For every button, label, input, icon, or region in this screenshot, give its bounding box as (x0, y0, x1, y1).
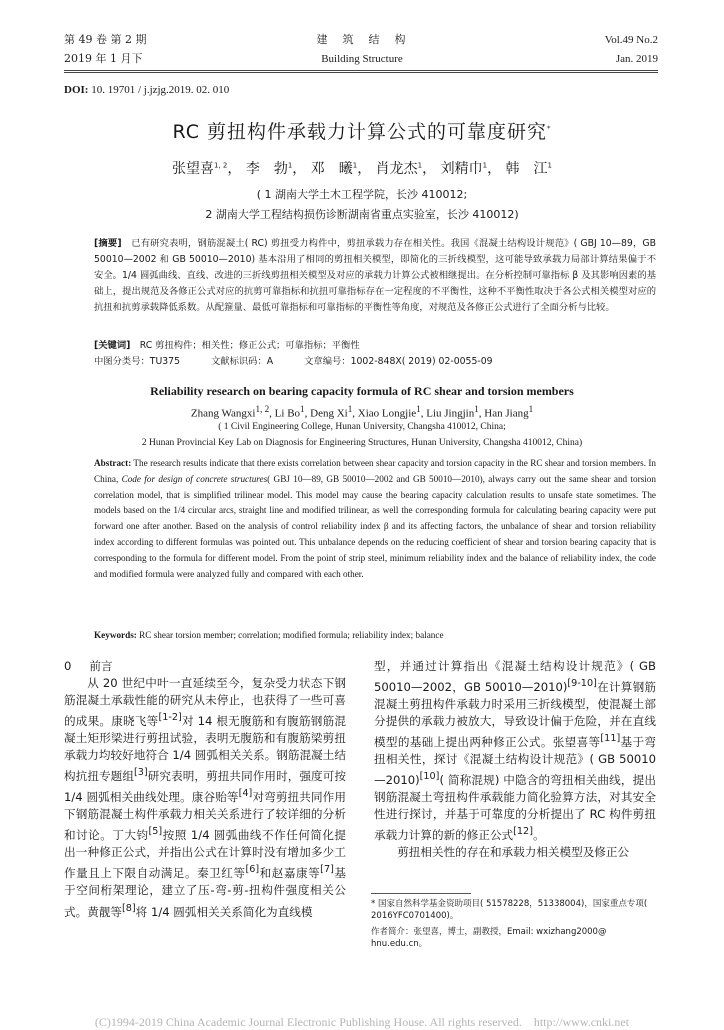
citation: [3] (134, 767, 148, 779)
citation: [4] (238, 788, 253, 800)
author-affil-en: 1 (347, 404, 353, 414)
section-title: 前言 (89, 659, 113, 673)
author-affil-en: 1 (416, 404, 421, 414)
body-text: 和赵嘉康等 (259, 866, 321, 881)
citation: [7] (320, 864, 334, 876)
paper-title-en: Reliability research on bearing capacity formula of RC shear and torsion members (150, 384, 574, 398)
affiliation-en-2: 2 Hunan Provincial Key Lab on Diagnosis for Engineering Structures, Hunan University, Changsha 410012, China) (141, 438, 583, 448)
citation: [6] (245, 864, 260, 876)
section-heading (64, 658, 346, 675)
abstract-en-code-title: Code for design of concrete structures (121, 473, 268, 484)
abstract-cn-text: 已有研究表明，钢筋混凝土( RC) 剪扭受力构件中，剪扭承载力存在相关性。我国《混凝土结构设计规范》( GBJ 10—89，GB 50010—2002 和 GB 50010—2010) 基本沿用了相同的剪扭相关模型，即简化的三折线模型，这可能导致承载力局部计算结果偏于不安全。1/4 圆弧曲线、直线、改进的三折线剪扭相关模型及对应的承载力计算公式被相继提出。在分析控制可靠指标 β 及其影响因素的基础上，提出规范及各修正公式对应的抗剪可靠指标和抗扭可靠指标存在一定程度的不平衡性，这种不平衡性取决于各公式相关模型对应的抗扭和抗剪承载降低系数。从配箍量、最低可靠指标和可靠指标的平衡性等角度，对规范及各修正公式进行了全面分析与比较。 (94, 238, 656, 313)
abstract-en (94, 456, 656, 582)
author-name-en: Xiao Longjie (357, 407, 417, 420)
body-text: 对 14 根无腹筋和有腹筋钢筋混凝土矩形梁进行剪扭试验，表明无腹筋和有腹筋梁剪扭承载力均较好地符合 1/4 圆弧相关关系。钢筋混凝土结构抗扭专题组 (64, 714, 346, 784)
author-name-en: Deng Xi (310, 407, 348, 420)
author-list-en: Zhang Wangxi$^{1, 2}$, Li Bo$^1$, Deng Xi$^1$, Xiao Longjie$^1$, Liu Jingjin$^1$, Han Jiang$^1$ (190, 404, 534, 420)
citation: [1-2] (158, 712, 182, 724)
author-affil: 1 (352, 161, 358, 170)
body-text: 在计算钢筋混凝土剪扭构件承载力时采用三折线模型，使混凝土部分提供的承载力被放大，导致设计偏于危险，并在直线模型的基础上提出两种修正公式。张望喜等 (374, 679, 656, 750)
title-footnote-mark: * (547, 124, 552, 133)
abstract-en-text-1: The research results indicate that there exists correlation between shear capacity and torsion capacity in the RC shear and torsion members. In China, (94, 458, 656, 484)
section-number: 0 (64, 659, 72, 673)
body-column-right (374, 658, 656, 861)
keywords-cn (94, 337, 360, 351)
paper-title-text: RC 剪扭构件承载力计算公式的可靠度研究 (172, 121, 548, 143)
keywords-en-label: Keywords: (94, 630, 137, 640)
citation: [9-10] (567, 678, 597, 690)
doi (64, 84, 229, 96)
header-journal-cn: 建 筑 结 构 (316, 33, 408, 46)
author-affil: 1 (417, 161, 423, 170)
footnote-author: 作者简介：张望喜，博士，副教授，Email: wxizhang2000@ hnu.edu.cn。 (371, 927, 607, 949)
body-paragraph: 剪扭相关性的存在和承载力相关模型及修正公 (397, 845, 630, 860)
author-list: 张望喜$^{1, 2}$， 李 勃$^1$， 邓 曦$^1$， 肖龙杰$^1$， 刘精巾$^1$， 韩 江$^1$ (172, 161, 552, 177)
author-affil: 1 (482, 161, 488, 170)
author-affil-en: 1 (474, 404, 479, 414)
clc-number: 中图分类号：TU375 (94, 356, 181, 367)
author-name: 邓 曦 (310, 161, 353, 177)
keywords-en (94, 630, 444, 640)
author-name-en: Li Bo (274, 407, 301, 420)
affiliation-2: 2 湖南大学工程结构损伤诊断湖南省重点实验室，长沙 410012) (205, 208, 519, 221)
author-name-en: Liu Jingjin (426, 407, 475, 420)
body-text: 对弯剪扭共同作用下钢筋混凝土构件承载力相关关系进行了较详细的分析和讨论。丁大钧 (64, 790, 346, 843)
footnote-rule (371, 893, 471, 894)
classification-line (94, 353, 521, 367)
citation: [11] (600, 733, 621, 745)
doi-value: 10. 19701 / j.jzjg.2019. 02. 010 (88, 84, 230, 96)
body-text: 将 1/4 圆弧相关关系简化为直线模 (135, 904, 313, 919)
author-name: 张望喜 (172, 161, 215, 177)
body-text: 。 (532, 828, 545, 843)
footnote-fund: * 国家自然科学基金资助项目( 51578228，51338004)，国家重点专项( 2016YFC0701400)。 (371, 899, 648, 921)
body-paragraph (64, 675, 346, 920)
citation: [10] (419, 771, 440, 783)
body-text: 研究表明，剪扭共同作用时，强度可按 1/4 圆弧相关曲线处理。康谷贻等 (64, 769, 346, 805)
author-affil-en: 1, 2 (255, 404, 270, 414)
body-paragraph (374, 658, 656, 844)
keywords-cn-label: [关键词] (94, 340, 131, 351)
keywords-en-text: RC shear torsion member; correlation; modified formula; reliability index; balance (136, 630, 444, 640)
header-vol-en: Vol.49 No.2 (604, 34, 658, 46)
header-volume: 第 49 卷 第 2 期 (64, 33, 147, 46)
affiliation-1: ( 1 湖南大学土木工程学院，长沙 410012; (256, 188, 468, 201)
header-journal-en: Building Structure (321, 53, 403, 65)
author-name: 肖龙杰 (375, 161, 418, 177)
abstract-cn (94, 236, 656, 316)
author-name-en: Zhang Wangxi (190, 407, 256, 420)
author-affil-en: 1 (528, 404, 534, 414)
copyright-watermark: (C)1994-2019 China Academic Journal Electronic Publishing House. All rights reserved. http://www.cnki.net (94, 1015, 630, 1029)
abstract-en-text-2: ( GBJ 10—89, GB 50010—2002 and GB 50010—2010), always carry out the same shear and torsion correlation model, that is simplified trilinear model. This model may cause the bearing capacity calculation results to unsafe state sometimes. The models based on the 1/4 circular arcs, straight line and modified trilinear, as well the corresponding formula for calculating bearing capacity were put forward one after another. Based on the analysis of control reliability index β and its affecting factors, the unbalance of shear and torsion reliability index according to different formulas was pointed out. This unbalance depends on the reducing coefficient of shear and torsion bearing capacity that is corresponding to the formula for different model. From the point of strip steel, minimum reliability index and the balance of reliability index, the code and modified formula were analyzed fully and compared with each other. (94, 473, 656, 579)
author-affil: 1 (547, 161, 552, 170)
author-name: 李 勃 (245, 161, 288, 177)
citation: [5] (148, 826, 163, 838)
body-text: 基于空间桁架理论，建立了压-弯-剪-扭构件强度相关公式。黄靓等 (64, 866, 346, 919)
author-name: 韩 江 (505, 161, 548, 177)
header-date-en: Jan. 2019 (615, 53, 658, 65)
author-name-en: Han Jiang (484, 407, 529, 420)
body-column-left (64, 658, 346, 920)
author-affil: 1 (287, 161, 293, 170)
header-date: 2019 年 1 月下 (64, 52, 143, 65)
affiliation-en-1: ( 1 Civil Engineering College, Hunan University, Changsha 410012, China; (218, 422, 506, 432)
doi-label: DOI: (64, 84, 89, 96)
body-text: 从 20 世纪中叶一直延续至今，复杂受力状态下钢筋混凝土承载性能的研究从未停止，也获得了一些可喜的成果。康晓飞等 (64, 676, 346, 729)
abstract-cn-label: [摘要] (94, 238, 122, 249)
body-text: ( 简称混规) 中隐含的弯扭相关曲线，提出钢筋混凝土弯扭构件承载能力简化验算方法，对其安全性进行探讨，并基于可靠度的分析提出了 RC 构件剪扭承载力计算的新的修正公式 (374, 773, 656, 843)
article-number: 文章编号：1002-848X( 2019) 02-0055-09 (304, 356, 493, 367)
paper-title (0, 117, 724, 144)
citation: [8] (121, 902, 136, 914)
header-rule-2 (64, 72, 658, 73)
keywords-cn-text: RC 剪扭构件；相关性；修正公式；可靠指标；平衡性 (139, 340, 360, 351)
header-rule (64, 70, 658, 71)
body-text: 型，并通过计算指出《混凝土结构设计规范》( GB 50010—2002，GB 50010—2010) (374, 659, 656, 694)
body-text: 按照 1/4 圆弧曲线不作任何简化提出一种修正公式，并指出公式在计算时没有增加多少工作量且上下限自动满足。秦卫红等 (64, 828, 346, 881)
body-text: 基于弯扭相关性，探讨《混凝土结构设计规范》( GB 50010—2010) (374, 735, 656, 788)
author-name: 刘精巾 (440, 161, 483, 177)
abstract-en-label: Abstract: (94, 458, 132, 468)
document-code: 文献标识码：A (210, 356, 274, 367)
author-affil: 1, 2 (214, 161, 228, 170)
citation: [12] (513, 826, 533, 838)
author-affil-en: 1 (300, 404, 305, 414)
